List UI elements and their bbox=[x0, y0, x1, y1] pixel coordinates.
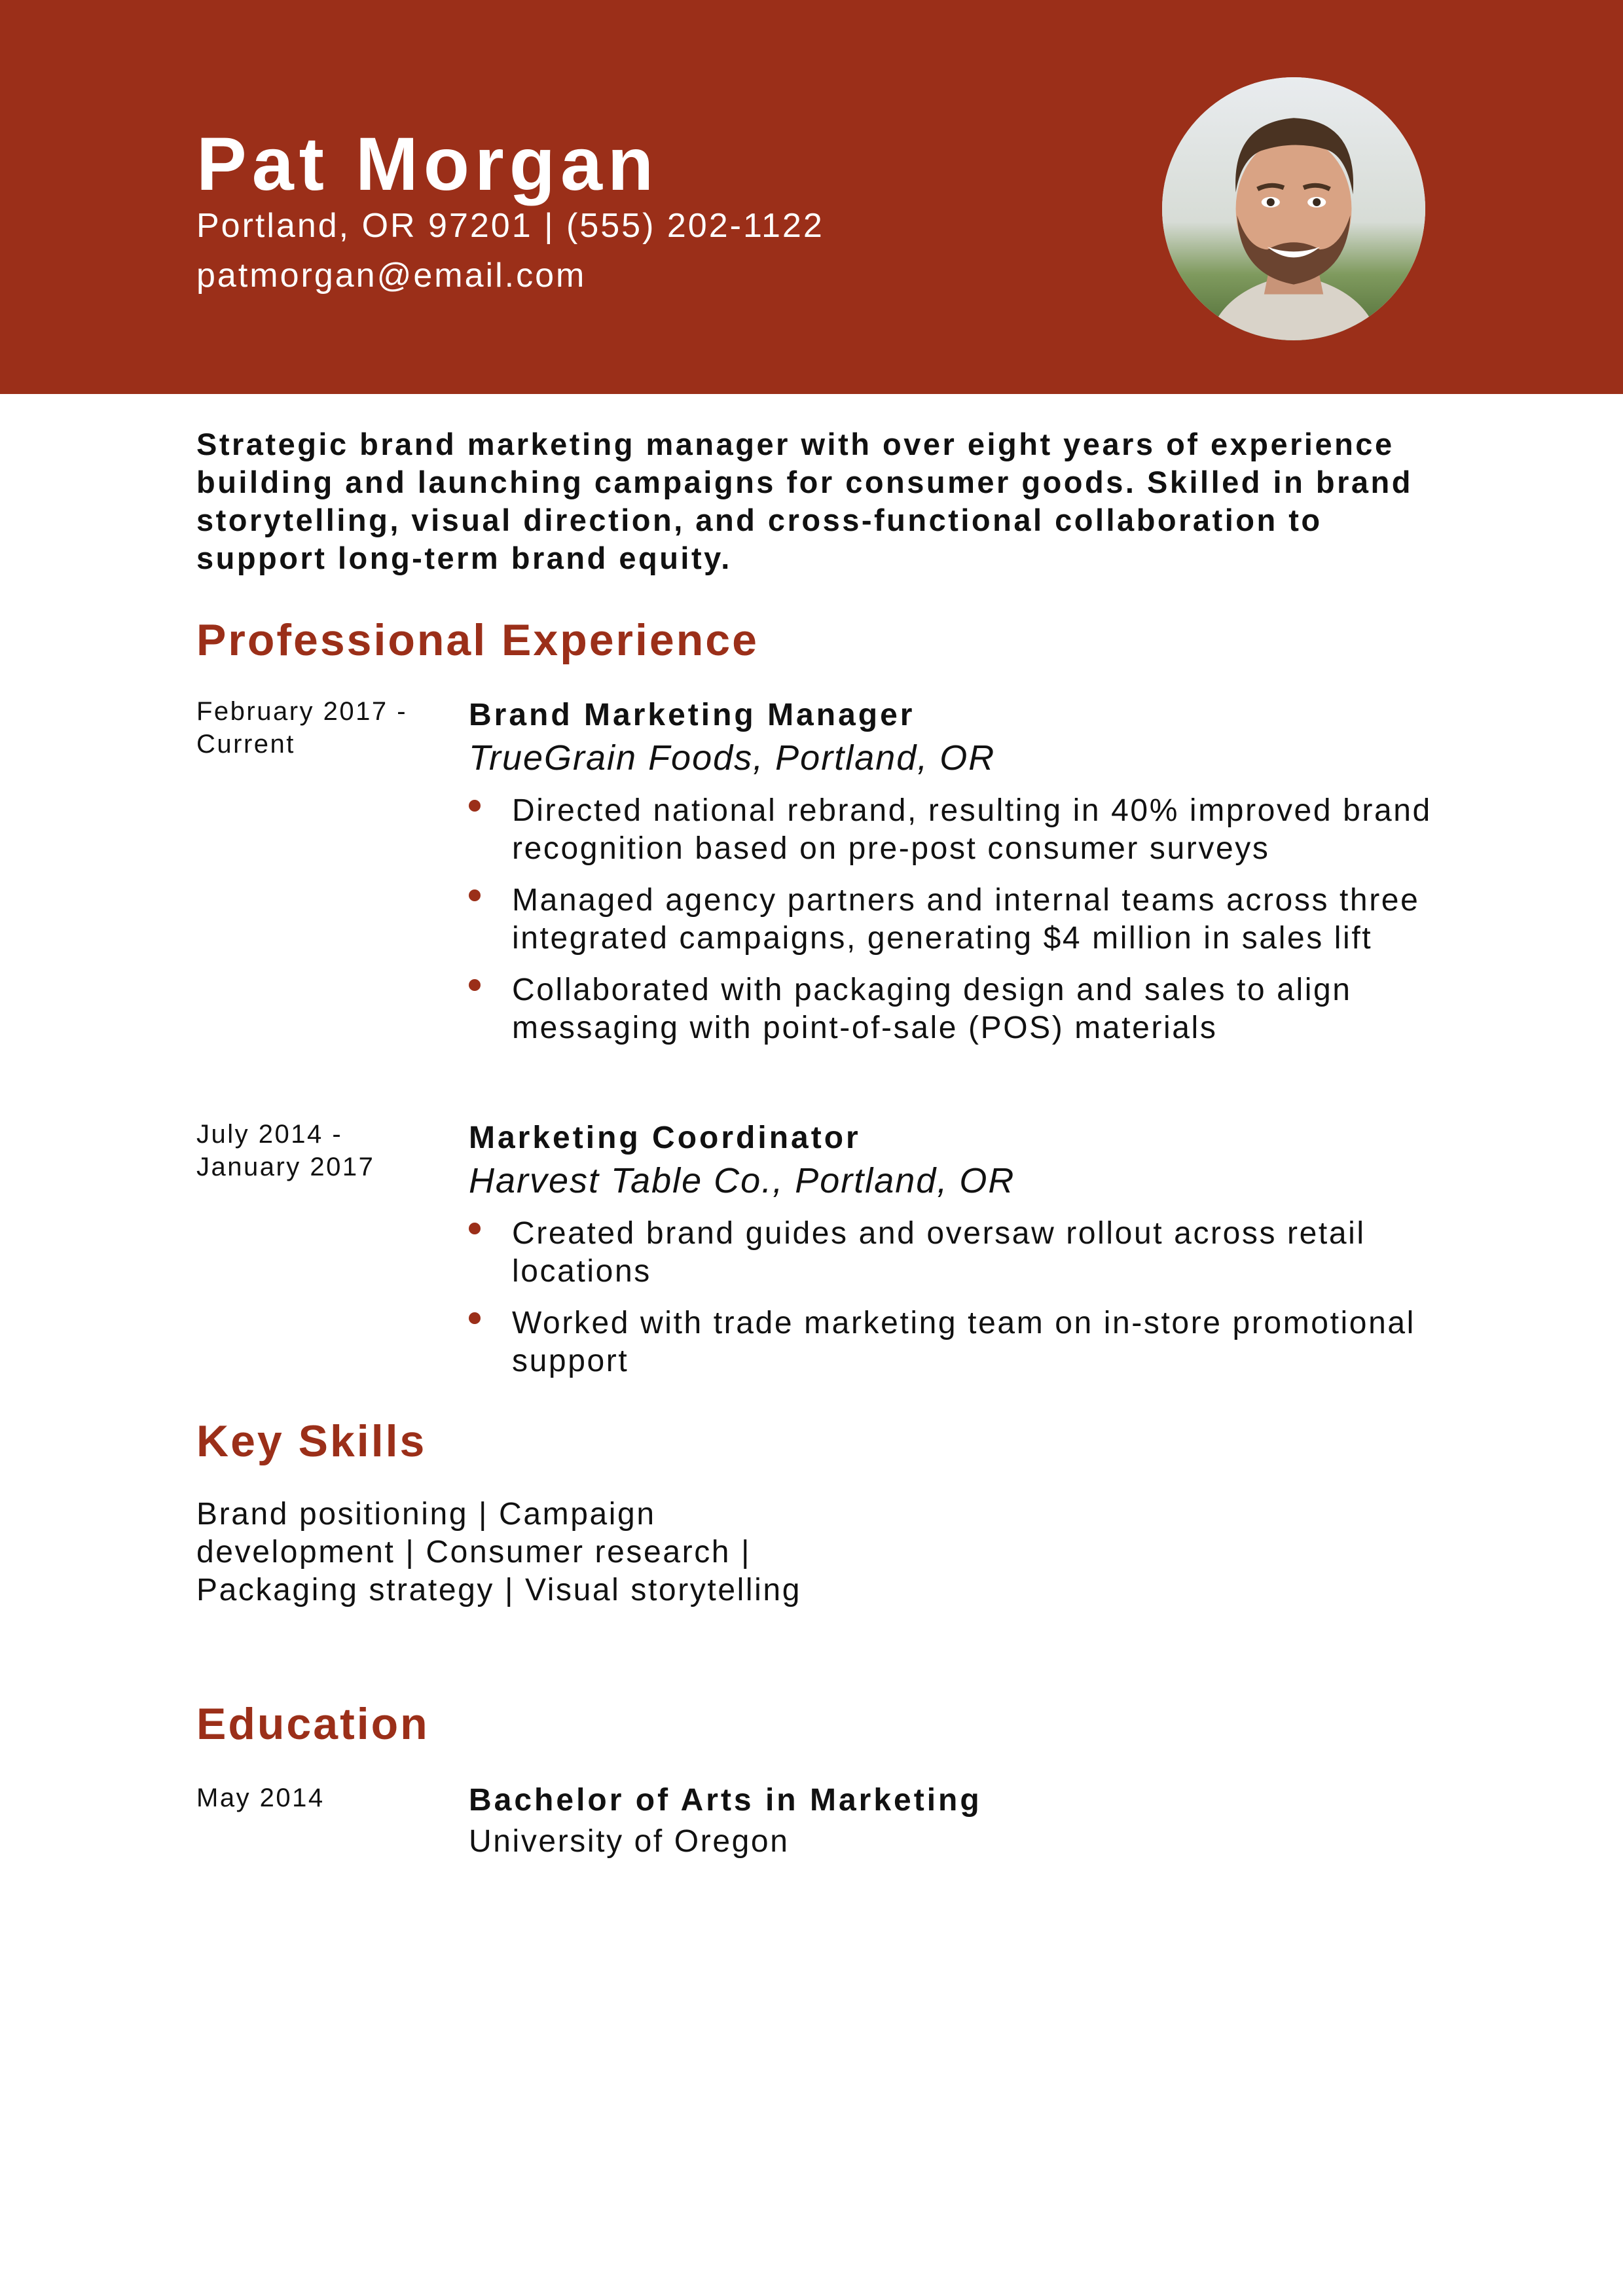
bullet-icon bbox=[469, 1312, 481, 1324]
bullet-icon bbox=[469, 979, 481, 991]
header-banner bbox=[0, 0, 1623, 394]
contact-address-phone: Portland, OR 97201 | (555) 202-1122 bbox=[196, 207, 824, 245]
bullet-text: Created brand guides and oversaw rollout across retail locations bbox=[512, 1216, 1366, 1289]
job-bullets bbox=[469, 1215, 1451, 1394]
job-dates: July 2014 - January 2017 bbox=[196, 1120, 375, 1181]
list-item bbox=[469, 1215, 1451, 1291]
section-title-experience: Professional Experience bbox=[196, 615, 759, 665]
education-school: University of Oregon bbox=[469, 1824, 790, 1859]
list-item bbox=[469, 792, 1451, 868]
education-degree: Bachelor of Arts in Marketing bbox=[469, 1783, 982, 1818]
bullet-text: Worked with trade marketing team on in-store promotional support bbox=[512, 1306, 1415, 1378]
list-item bbox=[469, 971, 1451, 1047]
profile-photo-illustration bbox=[1162, 77, 1425, 340]
job-bullets bbox=[469, 792, 1451, 1061]
section-title-education: Education bbox=[196, 1699, 429, 1749]
bullet-text: Managed agency partners and internal teams across three integrated campaigns, generating $4 million in sales lift bbox=[512, 883, 1420, 956]
bullet-icon bbox=[469, 889, 481, 901]
profile-photo bbox=[1162, 77, 1425, 340]
candidate-name: Pat Morgan bbox=[196, 122, 659, 206]
bullet-text: Directed national rebrand, resulting in 40% improved brand recognition based on pre-post consumer surveys bbox=[512, 793, 1432, 866]
job-title: Marketing Coordinator bbox=[469, 1121, 861, 1155]
bullet-text: Collaborated with packaging design and sales to align messaging with point-of-sale (POS) materials bbox=[512, 973, 1352, 1045]
list-item bbox=[469, 1304, 1451, 1380]
bullet-icon bbox=[469, 800, 481, 812]
job-company: Harvest Table Co., Portland, OR bbox=[469, 1161, 1015, 1200]
skills-list: Brand positioning | Campaign development | Consumer research | Packaging strategy | Visual storytelling bbox=[196, 1497, 802, 1607]
contact-email: patmorgan@email.com bbox=[196, 257, 587, 295]
job-dates: February 2017 - Current bbox=[196, 697, 408, 759]
section-title-skills: Key Skills bbox=[196, 1416, 427, 1466]
job-company: TrueGrain Foods, Portland, OR bbox=[469, 738, 996, 778]
list-item bbox=[469, 882, 1451, 958]
professional-summary: Strategic brand marketing manager with over eight years of experience building and launching campaigns for consumer goods. Skilled in brand storytelling, visual direction, and cross-functional collaboration to support long-term brand equity. bbox=[196, 427, 1413, 575]
bullet-icon bbox=[469, 1223, 481, 1234]
job-title: Brand Marketing Manager bbox=[469, 698, 915, 732]
education-date: May 2014 bbox=[196, 1784, 325, 1812]
